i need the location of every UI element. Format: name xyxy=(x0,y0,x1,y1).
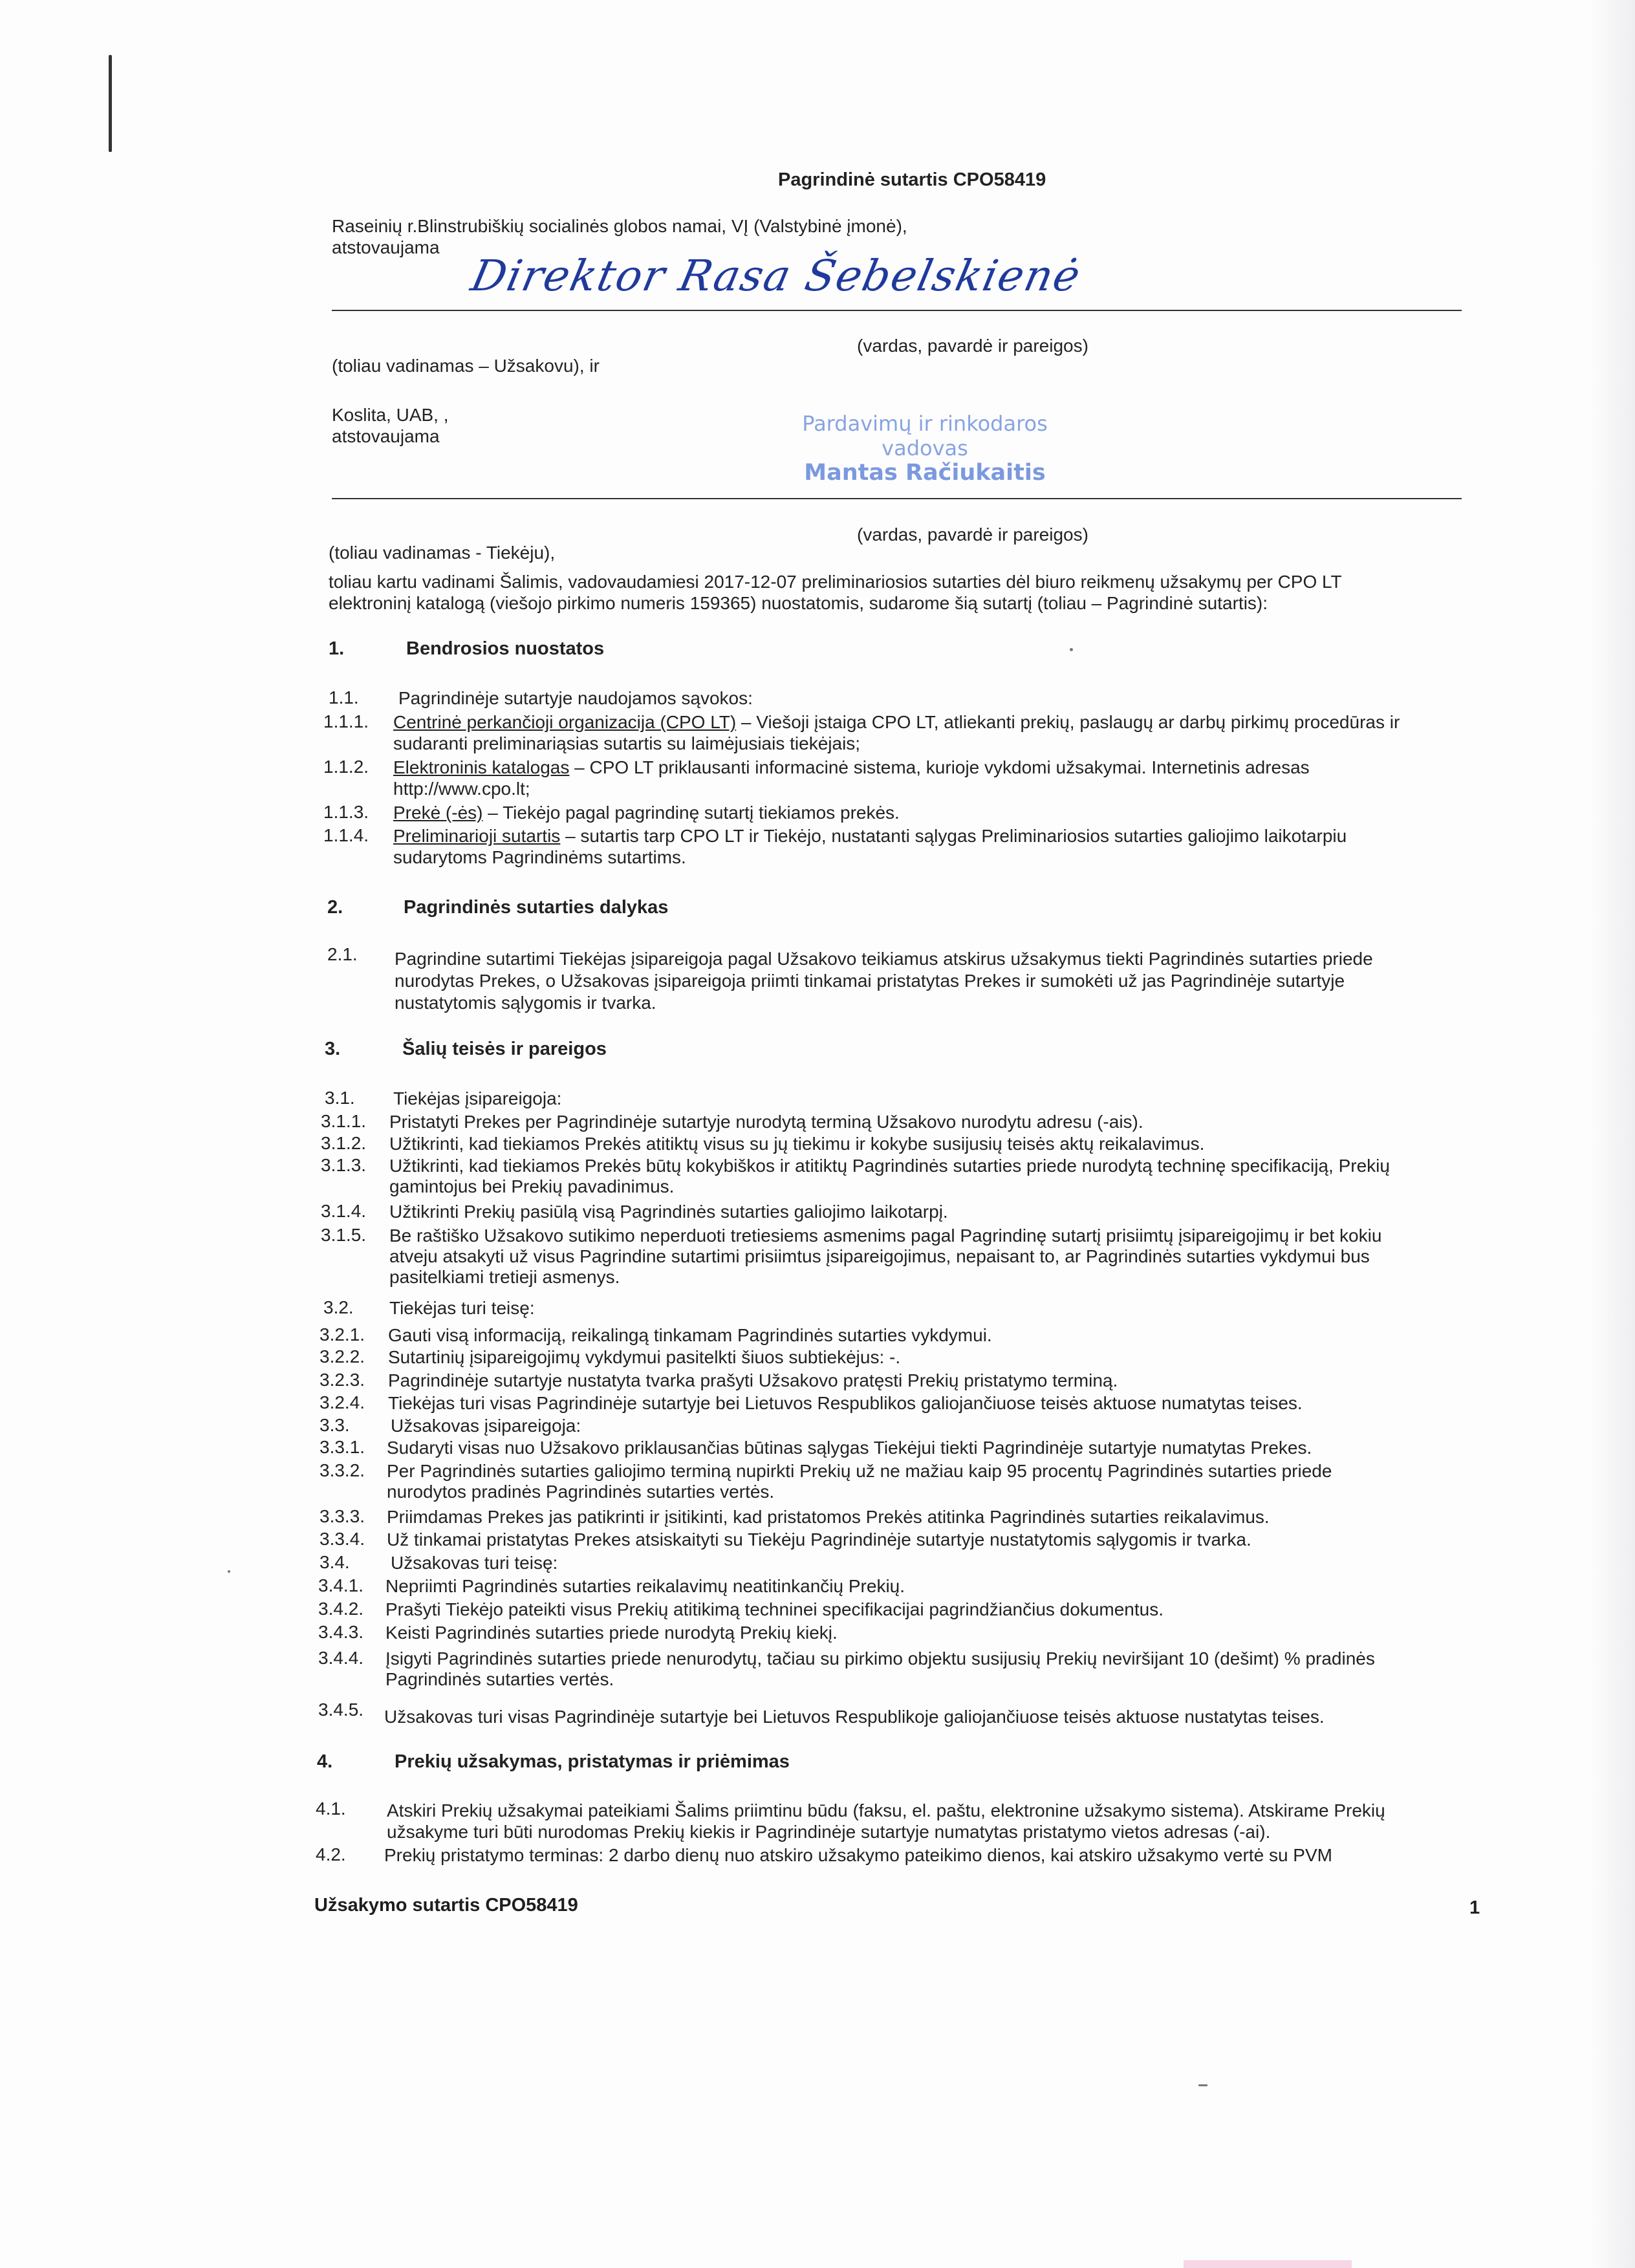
stamp-title: Pardavimų ir rinkodaros xyxy=(802,411,1048,436)
item-number: 3.2.4. xyxy=(319,1392,365,1412)
item-text: Užtikrinti, kad tiekiamos Prekės būtų kokybiškos ir atitiktų Pagrindinės sutarties priede nurodytą techninę specifikaciją, Prekių xyxy=(389,1156,1390,1176)
scan-color-strip xyxy=(1184,2260,1352,2268)
definition-term: Elektroninis katalogas xyxy=(393,757,570,777)
section-1-number: 1. xyxy=(329,638,345,659)
item-number: 1.1.1. xyxy=(323,711,369,731)
definition-text: – sutartis tarp CPO LT ir Tiekėjo, nustatanti sąlygas Preliminariosios sutarties galiojimo laikotarpiu xyxy=(560,826,1347,846)
definition-term: Centrinė perkančioji organizacija (CPO LT) xyxy=(393,712,737,732)
item-number: 3.3.1. xyxy=(319,1437,365,1457)
party2-represented: atstovaujama xyxy=(332,426,440,446)
item-text: Pagrindinės sutarties vertės. xyxy=(385,1669,614,1689)
item-text: nustatytomis sąlygomis ir tvarka. xyxy=(395,993,656,1013)
item-text: Atskiri Prekių užsakymai pateikiami Šalims priimtinu būdu (faksu, el. paštu, elektronine užsakymo sistema). Atskirame Prekių xyxy=(387,1800,1385,1820)
item-number: 3.4.4. xyxy=(318,1648,364,1668)
item-text: Prekių pristatymo terminas: 2 darbo dienų nuo atskiro užsakymo pateikimo dienos, kai atskiro užsakymo vertė su PVM xyxy=(384,1845,1332,1865)
item-text: užsakyme turi būti nurodomas Prekių kiekis ir Pagrindinėje sutartyje numatytas pristatymo vietos adresas (-ai). xyxy=(387,1822,1271,1842)
item-number: 3.4.3. xyxy=(318,1622,364,1642)
item-number: 3.3. xyxy=(319,1415,350,1435)
item-text: Užsakovas turi teisę: xyxy=(391,1553,558,1573)
section-1-title: Bendrosios nuostatos xyxy=(406,638,605,659)
item-text: Pristatyti Prekes per Pagrindinėje sutartyje nurodytą terminą Užsakovo nurodytu adresu (-ais). xyxy=(389,1112,1143,1132)
item-text: Įsigyti Pagrindinės sutarties priede nenurodytų, tačiau su pirkimo objektu susijusių Prekių neviršijant 10 (dešimt) % pradinės xyxy=(385,1648,1375,1669)
item-text: Prašyti Tiekėjo pateikti visus Prekių atitikimą techninei specifikacijai pagrindžiančius dokumentus. xyxy=(385,1599,1164,1619)
item-number: 3.3.4. xyxy=(319,1529,365,1549)
item-number: 1.1. xyxy=(329,687,359,707)
item-number: 1.1.4. xyxy=(323,825,369,845)
item-text: atveju atsakyti už visus Pagrindine sutartimi prisiimtus įsipareigojimus, nepaisant to, ar Pagrindinės sutarties vykdymui bus xyxy=(389,1246,1370,1266)
definition-line xyxy=(393,802,900,823)
document-title: Pagrindinė sutartis CPO58419 xyxy=(778,169,1046,190)
section-4-title: Prekių užsakymas, pristatymas ir priėmimas xyxy=(395,1751,790,1772)
item-number: 3.1.5. xyxy=(321,1225,367,1245)
item-number: 3.3.2. xyxy=(319,1460,365,1480)
item-text: Be raštiško Užsakovo sutikimo neperduoti tretiesiems asmenims pagal Pagrindinę sutartį prisiimtų įsipareigojimų ir bet kokiu xyxy=(389,1226,1382,1246)
section-4-number: 4. xyxy=(317,1751,333,1772)
party2-name: Koslita, UAB, , xyxy=(332,405,449,425)
section-3-number: 3. xyxy=(325,1039,341,1059)
item-number: 3.2.1. xyxy=(319,1324,365,1345)
section-3-title: Šalių teisės ir pareigos xyxy=(402,1039,607,1059)
scan-speck xyxy=(228,1570,230,1573)
definition-line xyxy=(393,825,1347,847)
signature-line-2 xyxy=(332,498,1462,499)
stamp-name: Mantas Račiukaitis xyxy=(804,460,1046,486)
party1-name: Raseinių r.Blinstrubiškių socialinės globos namai, VĮ (Valstybinė įmonė), xyxy=(332,216,907,236)
item-text: Keisti Pagrindinės sutarties priede nurodytą Prekių kiekį. xyxy=(385,1623,838,1643)
name-caption-1: (vardas, pavardė ir pareigos) xyxy=(857,336,1088,356)
item-number: 3.4.2. xyxy=(318,1599,364,1619)
intro-line-1: toliau kartu vadinami Šalimis, vadovaudamiesi 2017-12-07 preliminariosios sutarties dėl biuro reikmenų užsakymų per CPO LT xyxy=(329,572,1342,592)
definition-line xyxy=(393,711,1400,733)
item-number: 3.4.5. xyxy=(318,1700,364,1720)
item-number: 4.2. xyxy=(316,1844,346,1864)
item-number: 3.2.2. xyxy=(319,1346,365,1366)
item-text: Tiekėjas įsipareigoja: xyxy=(393,1088,562,1108)
party2-alias: (toliau vadinamas - Tiekėju), xyxy=(329,543,556,563)
definition-term: Prekė (-ės) xyxy=(393,803,483,823)
item-number: 2.1. xyxy=(327,944,358,964)
item-text: Sutartinių įsipareigojimų vykdymui pasitelkti šiuos subtiekėjus: -. xyxy=(388,1347,901,1367)
intro-line-2: elektroninį katalogą (viešojo pirkimo numeris 159365) nuostatomis, sudarome šią sutartį (toliau – Pagrindinė sutartis): xyxy=(329,593,1268,613)
item-text: Užtikrinti, kad tiekiamos Prekės atitiktų visus su jų tiekimu ir kokybe susijusių teisės aktų reikalavimus. xyxy=(389,1134,1205,1154)
item-text: Sudaryti visas nuo Užsakovo priklausančias būtinas sąlygas Tiekėjui tiekti Pagrindinėje sutartyje numatytas Prekes. xyxy=(387,1438,1312,1458)
item-number: 1.1.3. xyxy=(323,802,369,822)
item-text: Per Pagrindinės sutarties galiojimo terminą nupirkti Prekių už ne mažiau kaip 95 procentų Pagrindinės sutarties priede xyxy=(387,1461,1332,1481)
signature-line-1 xyxy=(332,310,1462,311)
item-number: 4.1. xyxy=(316,1798,346,1819)
definition-text: – Viešoji įstaiga CPO LT, atliekanti prekių, paslaugų ar darbų pirkimų procedūras ir xyxy=(736,712,1400,732)
item-text: nurodytas Prekes, o Užsakovas įsipareigoja priimti tinkamai pristatytas Prekes ir sumokėti už jas Pagrindinėje sutartyje xyxy=(395,971,1345,991)
item-text: Tiekėjas turi teisę: xyxy=(389,1298,535,1318)
representative-stamp xyxy=(757,411,1093,485)
item-number: 3.1.2. xyxy=(321,1133,367,1153)
item-text: gamintojus bei Prekių pavadinimus. xyxy=(389,1176,675,1196)
item-text: Pagrindinėje sutartyje naudojamos sąvokos: xyxy=(398,688,753,708)
footer-label: Užsakymo sutartis CPO58419 xyxy=(314,1895,578,1916)
item-text: Užsakovas įsipareigoja: xyxy=(391,1416,581,1436)
scan-speck xyxy=(1198,2084,1207,2086)
item-number: 3.2. xyxy=(323,1297,354,1317)
scan-shadow-edge xyxy=(1590,0,1635,2268)
item-number: 1.1.2. xyxy=(323,757,369,777)
item-text: Priimdamas Prekes jas patikrinti ir įsitikinti, kad pristatomos Prekės atitinka Pagrindinės sutarties reikalavimus. xyxy=(387,1507,1270,1527)
section-2-title: Pagrindinės sutarties dalykas xyxy=(404,897,669,918)
binder-mark xyxy=(109,55,112,152)
party1-represented: atstovaujama xyxy=(332,237,440,257)
item-text: Gauti visą informaciją, reikalingą tinkamam Pagrindinės sutarties vykdymui. xyxy=(388,1325,992,1345)
item-text: Užtikrinti Prekių pasiūlą visą Pagrindinės sutarties galiojimo laikotarpį. xyxy=(389,1202,948,1222)
item-text: sudaranti preliminariąsias sutartis su laimėjusiais tiekėjais; xyxy=(393,733,861,753)
item-number: 3.2.3. xyxy=(319,1370,365,1390)
item-text: Pagrindinėje sutartyje nustatyta tvarka prašyti Užsakovo pratęsti Prekių pristatymo terminą. xyxy=(388,1370,1118,1390)
section-2-number: 2. xyxy=(327,897,343,918)
stamp-role: vadovas xyxy=(882,436,968,460)
item-text: sudarytoms Pagrindinėms sutartims. xyxy=(393,847,686,867)
item-text: Tiekėjas turi visas Pagrindinėje sutartyje bei Lietuvos Respublikos galiojančiuose teisės aktuose numatytas teises. xyxy=(388,1393,1303,1413)
definition-line xyxy=(393,757,1310,778)
item-number: 3.4.1. xyxy=(318,1575,364,1595)
party1-alias: (toliau vadinamas – Užsakovu), ir xyxy=(332,356,600,376)
item-text: Užsakovas turi visas Pagrindinėje sutartyje bei Lietuvos Respublikoje galiojančiuose teisės aktuose nustatytas teises. xyxy=(384,1707,1325,1727)
item-number: 3.1.4. xyxy=(321,1201,367,1221)
page-number: 1 xyxy=(1469,1897,1480,1918)
item-text: nurodytos pradinės Pagrindinės sutarties vertės. xyxy=(387,1482,775,1502)
item-text: Pagrindine sutartimi Tiekėjas įsipareigoja pagal Užsakovo teikiamus atskirus užsakymus tiekti Pagrindinės sutarties priede xyxy=(395,949,1373,969)
item-text: http://www.cpo.lt; xyxy=(393,779,530,799)
item-number: 3.1. xyxy=(325,1088,355,1108)
name-caption-2: (vardas, pavardė ir pareigos) xyxy=(857,524,1088,545)
item-number: 3.1.1. xyxy=(321,1111,367,1131)
item-text: Nepriimti Pagrindinės sutarties reikalavimų neatitinkančių Prekių. xyxy=(385,1576,905,1596)
item-number: 3.3.3. xyxy=(319,1506,365,1526)
scan-speck xyxy=(1070,648,1073,651)
item-text: Už tinkamai pristatytas Prekes atsiskaityti su Tiekėju Pagrindinėje sutartyje nustatytomis sąlygomis ir tvarka. xyxy=(387,1529,1251,1550)
definition-text: – Tiekėjo pagal pagrindinę sutartį tiekiamos prekės. xyxy=(482,803,900,823)
item-text: pasitelkiami tretieji asmenys. xyxy=(389,1267,620,1287)
definition-text: – CPO LT priklausanti informacinė sistema, kurioje vykdomi užsakymai. Internetinis adresas xyxy=(569,757,1310,777)
item-number: 3.1.3. xyxy=(321,1155,367,1175)
definition-term: Preliminarioji sutartis xyxy=(393,826,561,846)
item-number: 3.4. xyxy=(319,1552,350,1572)
handwritten-signature: Direktor Rasa Šebelskienė xyxy=(466,251,1086,301)
